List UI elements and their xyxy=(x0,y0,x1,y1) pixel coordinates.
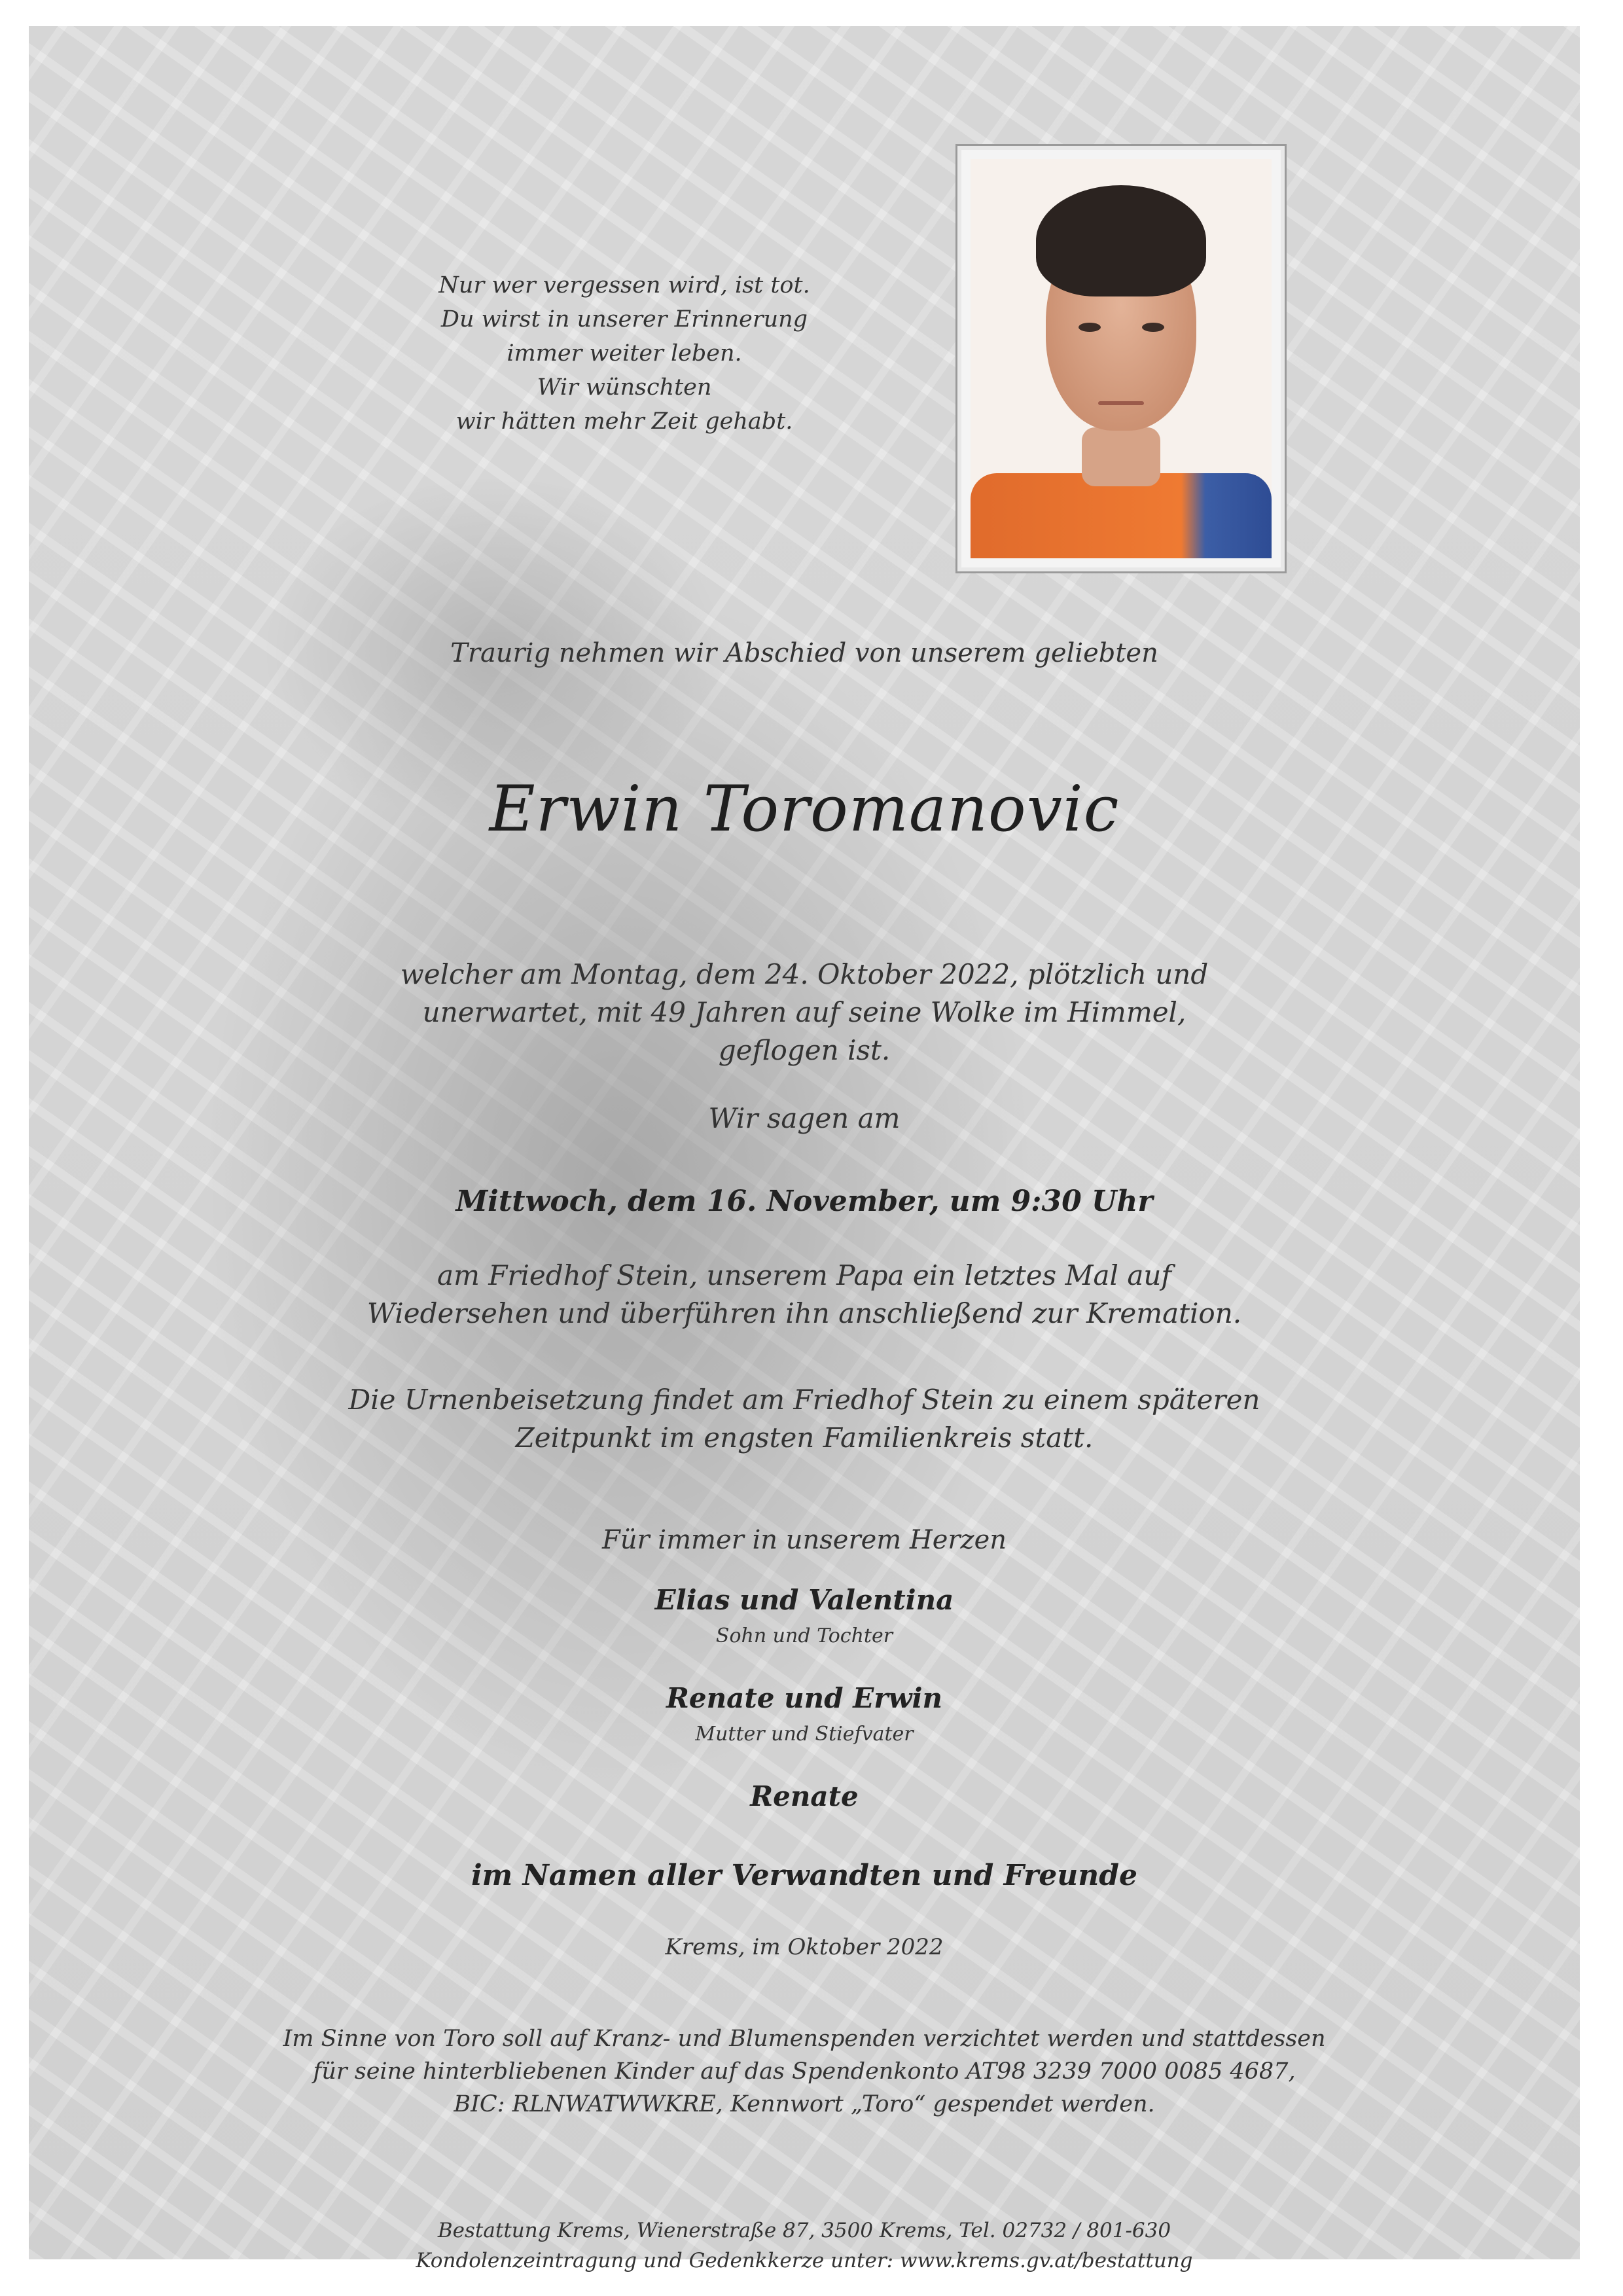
memorial-quote xyxy=(395,268,853,439)
closing-text: im Namen aller Verwandten und Freunde xyxy=(471,1859,1138,1892)
hearts-text: Für immer in unserem Herzen xyxy=(601,1525,1007,1555)
urn-text-line: Zeitpunkt im engsten Familienkreis statt. xyxy=(515,1422,1094,1454)
quote-line: Wir wünschten xyxy=(537,374,712,401)
footer-line: Bestattung Krems, Wienerstraße 87, 3500 Krems, Tel. 02732 / 801-630 xyxy=(437,2219,1171,2242)
place-date: Krems, im Oktober 2022 xyxy=(665,1934,944,1960)
death-notice-line: unerwartet, mit 49 Jahren auf seine Wolke im Himmel, xyxy=(422,996,1186,1028)
mourner-name: Renate xyxy=(750,1780,859,1812)
footer-line: Kondolenzeintragung und Gedenkkerze unter: www.krems.gv.at/bestattung xyxy=(416,2249,1193,2272)
funeral-home-footer xyxy=(29,2215,1580,2276)
death-notice-line: welcher am Montag, dem 24. Oktober 2022, plötzlich und xyxy=(400,958,1209,990)
donation-note-line: für seine hinterbliebenen Kinder auf das Spendenkonto AT98 3239 7000 0085 4687, xyxy=(313,2058,1296,2085)
mourner-name: Elias und Valentina xyxy=(654,1584,954,1616)
quote-line: wir hätten mehr Zeit gehabt. xyxy=(455,408,793,435)
urn-text-line: Die Urnenbeisetzung findet am Friedhof Stein zu einem späteren xyxy=(348,1384,1260,1416)
death-notice xyxy=(29,956,1580,1069)
service-text-line: Wiedersehen und überführen ihn anschließend zur Kremation. xyxy=(366,1297,1242,1329)
service-date: Mittwoch, dem 16. November, um 9:30 Uhr xyxy=(455,1185,1153,1218)
mourner-name: Renate und Erwin xyxy=(666,1682,942,1714)
death-notice-line: geflogen ist. xyxy=(718,1034,891,1066)
donation-note xyxy=(29,2022,1580,2121)
service-text-line: am Friedhof Stein, unserem Papa ein letztes Mal auf xyxy=(437,1259,1171,1291)
portrait-mouth xyxy=(1098,401,1144,405)
quote-line: immer weiter leben. xyxy=(507,340,742,367)
donation-note-line: BIC: RLNWATWWKRE, Kennwort „Toro“ gespendet werden. xyxy=(454,2091,1155,2117)
lead-text: Traurig nehmen wir Abschied von unserem geliebten xyxy=(450,638,1158,668)
quote-line: Du wirst in unserer Erinnerung xyxy=(440,306,808,332)
urn-text xyxy=(29,1381,1580,1457)
portrait-hair xyxy=(1036,185,1206,296)
portrait-frame xyxy=(955,144,1287,573)
deceased-name: Erwin Toromanovic xyxy=(489,772,1120,846)
donation-note-line: Im Sinne von Toro soll auf Kranz- und Blumenspenden verzichtet werden und stattdessen xyxy=(283,2026,1326,2052)
portrait-eye-right xyxy=(1142,323,1164,332)
portrait-photo xyxy=(971,159,1272,558)
farewell-intro: Wir sagen am xyxy=(708,1102,901,1134)
obituary-sheet xyxy=(29,26,1580,2272)
portrait-neck xyxy=(1082,427,1160,486)
service-text xyxy=(29,1257,1580,1333)
mourner-relation: Mutter und Stiefvater xyxy=(695,1723,914,1746)
mourner-relation: Sohn und Tochter xyxy=(715,1624,893,1647)
quote-line: Nur wer vergessen wird, ist tot. xyxy=(438,272,810,298)
portrait-eye-left xyxy=(1079,323,1101,332)
